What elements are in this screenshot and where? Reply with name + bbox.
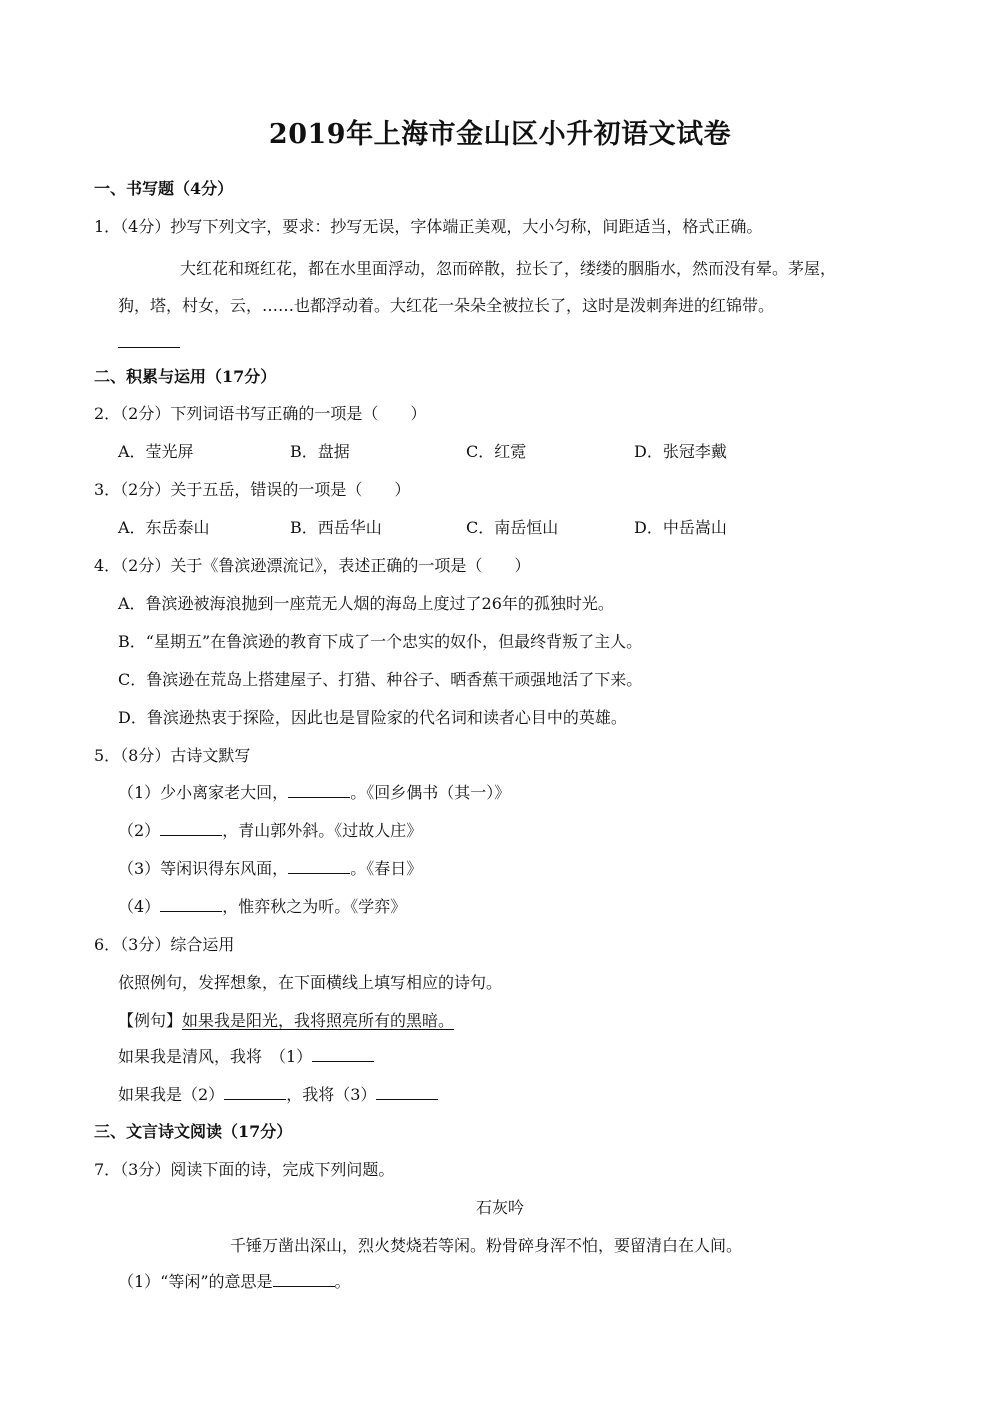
q5-line-3-prefix: （3）等闲识得东风面， — [118, 859, 289, 878]
q4-option-a: A．鲁滨逊被海浪抛到一座荒无人烟的海岛上度过了26年的孤独时光。 — [118, 594, 614, 613]
section-heading-1: 一、书写题（4分） — [94, 179, 234, 198]
q4-option-b: B．“星期五”在鲁滨逊的教育下成了一个忠实的奴仆，但最终背叛了主人。 — [118, 632, 643, 651]
q5-line-1-suffix: 。《回乡偶书（其一）》 — [350, 783, 511, 802]
poem-title-text: 石灰吟 — [475, 1198, 524, 1217]
q2-option-a: A．莹光屏 — [118, 442, 194, 461]
passage-line-2: 狗，塔，村女，云，……也都浮动着。大红花一朵朵全被拉长了，这时是泼刺奔进的红锦带。 — [118, 296, 775, 315]
q6-line-2-prefix: 如果我是（2） — [118, 1085, 225, 1104]
q5-line-1 — [118, 783, 510, 803]
q5-line-3-suffix: 。《春日》 — [350, 859, 423, 878]
fill-blank — [160, 821, 222, 836]
example-text: 如果我是阳光，我将照亮所有的黑暗。 — [182, 1011, 455, 1030]
q6-line-1 — [118, 1047, 374, 1067]
q4-option-c: C．鲁滨逊在荒岛上搭建屋子、打猎、种谷子、晒香蕉干顽强地活了下来。 — [118, 670, 643, 689]
q6-instruction: 依照例句，发挥想象，在下面横线上填写相应的诗句。 — [118, 973, 503, 992]
q3-option-c: C．南岳恒山 — [466, 518, 559, 537]
q3-option-d: D．中岳嵩山 — [634, 518, 727, 537]
fill-blank — [288, 783, 350, 798]
fill-blank — [160, 897, 222, 912]
q6-line-2-middle: ，我将（3） — [286, 1085, 377, 1104]
question-7: 7．（3分）阅读下面的诗，完成下列问题。 — [94, 1160, 395, 1179]
q7-sub-1-suffix: 。 — [334, 1272, 351, 1291]
q5-line-1-prefix: （1）少小离家老大回， — [118, 783, 289, 802]
q5-line-4-suffix: ，惟弈秋之为听。《学弈》 — [222, 897, 407, 916]
q3-option-b: B．西岳华山 — [290, 518, 382, 537]
q5-line-2-suffix: ，青山郭外斜。《过故人庄》 — [222, 821, 423, 840]
q6-line-2 — [118, 1085, 438, 1105]
section-heading-2: 二、积累与运用（17分） — [94, 367, 277, 386]
q3-option-a: A．东岳泰山 — [118, 518, 210, 537]
q2-option-b: B．盘据 — [290, 442, 350, 461]
passage-line-1: 大红花和斑红花，都在水里面浮动，忽而碎散，拉长了，缕缕的胭脂水，然而没有晕。茅屋， — [180, 259, 837, 278]
fill-blank — [312, 1047, 374, 1062]
question-1: 1．（4分）抄写下列文字，要求：抄写无误，字体端正美观，大小匀称，间距适当，格式正确。 — [94, 217, 763, 236]
question-4: 4．（2分）关于《鲁滨逊漂流记》，表述正确的一项是（ ） — [94, 556, 531, 575]
q2-option-c: C．红霓 — [466, 442, 527, 461]
page-title: 2019年上海市金山区小升初语文试卷 — [268, 119, 732, 150]
q5-line-4 — [118, 897, 406, 917]
example-label: 【例句】 — [118, 1011, 183, 1030]
poem-text: 千锤万凿出深山，烈火焚烧若等闲。粉骨碎身浑不怕，要留清白在人间。 — [230, 1236, 743, 1255]
q6-line-1-prefix: 如果我是清风，我将 （1） — [118, 1047, 313, 1066]
fill-blank — [224, 1085, 286, 1100]
question-6: 6．（3分）综合运用 — [94, 935, 235, 954]
q4-option-d: D．鲁滨逊热衷于探险，因此也是冒险家的代名词和读者心目中的英雄。 — [118, 708, 627, 727]
poem-title — [0, 1198, 1000, 1218]
q7-sub-1 — [118, 1272, 351, 1292]
q5-line-2-prefix: （2） — [118, 821, 161, 840]
question-3: 3．（2分）关于五岳，错误的一项是（ ） — [94, 480, 411, 499]
answer-blank-line — [118, 347, 180, 348]
section-heading-3: 三、文言诗文阅读（17分） — [94, 1122, 293, 1141]
q5-line-3 — [118, 859, 422, 879]
q2-option-d: D．张冠李戴 — [634, 442, 727, 461]
fill-blank — [288, 859, 350, 874]
question-2: 2．（2分）下列词语书写正确的一项是（ ） — [94, 404, 427, 423]
q5-line-4-prefix: （4） — [118, 897, 161, 916]
q6-example — [118, 1011, 454, 1031]
fill-blank — [273, 1272, 335, 1287]
q5-line-2 — [118, 821, 422, 841]
q7-sub-1-prefix: （1）“等闲”的意思是 — [118, 1272, 273, 1291]
question-5: 5．（8分）古诗文默写 — [94, 746, 251, 765]
fill-blank — [376, 1085, 438, 1100]
